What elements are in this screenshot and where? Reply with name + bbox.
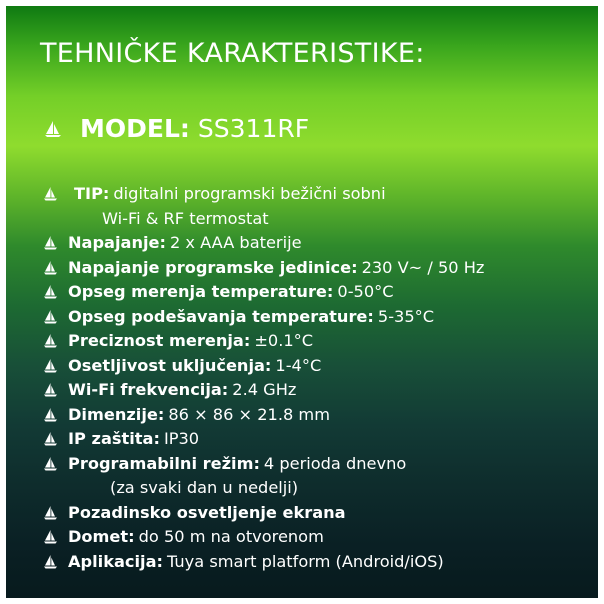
spec-value: 4 perioda dnevno	[263, 453, 407, 473]
sailboat-icon	[44, 378, 68, 403]
spec-label: IP zaštita:	[68, 429, 160, 448]
spec-label: Napajanje:	[68, 233, 166, 252]
spec-value: 230 V~ / 50 Hz	[361, 257, 485, 277]
sailboat-icon	[44, 354, 68, 379]
spec-value: 1-4°C	[275, 355, 322, 375]
spec-item-preciznost	[44, 329, 484, 354]
spec-value: 86 × 86 × 21.8 mm	[168, 404, 330, 424]
model-label: MODEL:	[80, 114, 190, 143]
spec-item-aplikacija	[44, 550, 484, 575]
spec-list	[44, 182, 484, 574]
spec-value: Tuya smart platform (Android/iOS)	[167, 551, 444, 571]
spec-item-ip	[44, 427, 484, 452]
spec-label: Wi-Fi frekvencija:	[68, 380, 229, 399]
spec-panel	[6, 6, 598, 598]
sailboat-icon	[44, 116, 68, 141]
spec-value: do 50 m na otvorenom	[138, 527, 324, 546]
spec-item-wifi	[44, 378, 484, 403]
sailboat-icon	[44, 427, 68, 452]
spec-value-continuation: (za svaki dan u nedelji)	[110, 478, 299, 497]
model-value: SS311RF	[197, 114, 310, 143]
spec-label: Dimenzije:	[68, 404, 165, 424]
spec-value: ±0.1°C	[254, 331, 314, 350]
spec-value: 0-50°C	[337, 282, 394, 301]
sailboat-icon	[44, 182, 68, 207]
spec-value-continuation: Wi-Fi & RF termostat	[102, 208, 269, 228]
sailboat-icon	[44, 231, 68, 256]
spec-value: 2.4 GHz	[232, 380, 297, 399]
spec-item-pozadinsko	[44, 501, 484, 526]
sailboat-icon	[44, 501, 68, 526]
spec-item-programabilni	[44, 452, 484, 501]
sailboat-icon	[44, 550, 68, 575]
spec-item-osetljivost	[44, 354, 484, 379]
spec-label: Osetljivost uključenja:	[68, 355, 272, 375]
sailboat-icon	[44, 305, 68, 330]
sailboat-icon	[44, 280, 68, 305]
spec-value: IP30	[163, 429, 200, 448]
spec-label: Pozadinsko osvetljenje ekrana	[68, 502, 346, 522]
spec-item-opseg-merenja	[44, 280, 484, 305]
spec-label: Opseg podešavanja temperature:	[68, 306, 374, 326]
spec-item-napajanje-programske	[44, 256, 484, 281]
spec-item-opseg-podesavanja	[44, 305, 484, 330]
spec-value: digitalni programski bežični sobni	[113, 184, 386, 203]
spec-label: Napajanje programske jedinice:	[68, 257, 358, 277]
spec-value: 5-35°C	[377, 306, 435, 326]
spec-label: Preciznost merenja:	[68, 331, 251, 350]
spec-item-napajanje	[44, 231, 484, 256]
spec-label: TIP:	[74, 184, 110, 203]
sailboat-icon	[44, 452, 68, 477]
spec-label: Aplikacija:	[68, 551, 163, 571]
spec-value: 2 x AAA baterije	[169, 233, 302, 252]
sailboat-icon	[44, 525, 68, 550]
spec-item-dimenzije	[44, 403, 484, 428]
spec-label: Domet:	[68, 527, 135, 546]
spec-item-domet	[44, 525, 484, 550]
sailboat-icon	[44, 403, 68, 428]
spec-label: Opseg merenja temperature:	[68, 282, 334, 301]
model-row	[44, 114, 309, 143]
page-title: TEHNIČKE KARAKTERISTIKE:	[40, 38, 425, 69]
sailboat-icon	[44, 256, 68, 281]
spec-item-tip	[44, 182, 484, 231]
spec-label: Programabilni režim:	[68, 453, 260, 473]
sailboat-icon	[44, 329, 68, 354]
